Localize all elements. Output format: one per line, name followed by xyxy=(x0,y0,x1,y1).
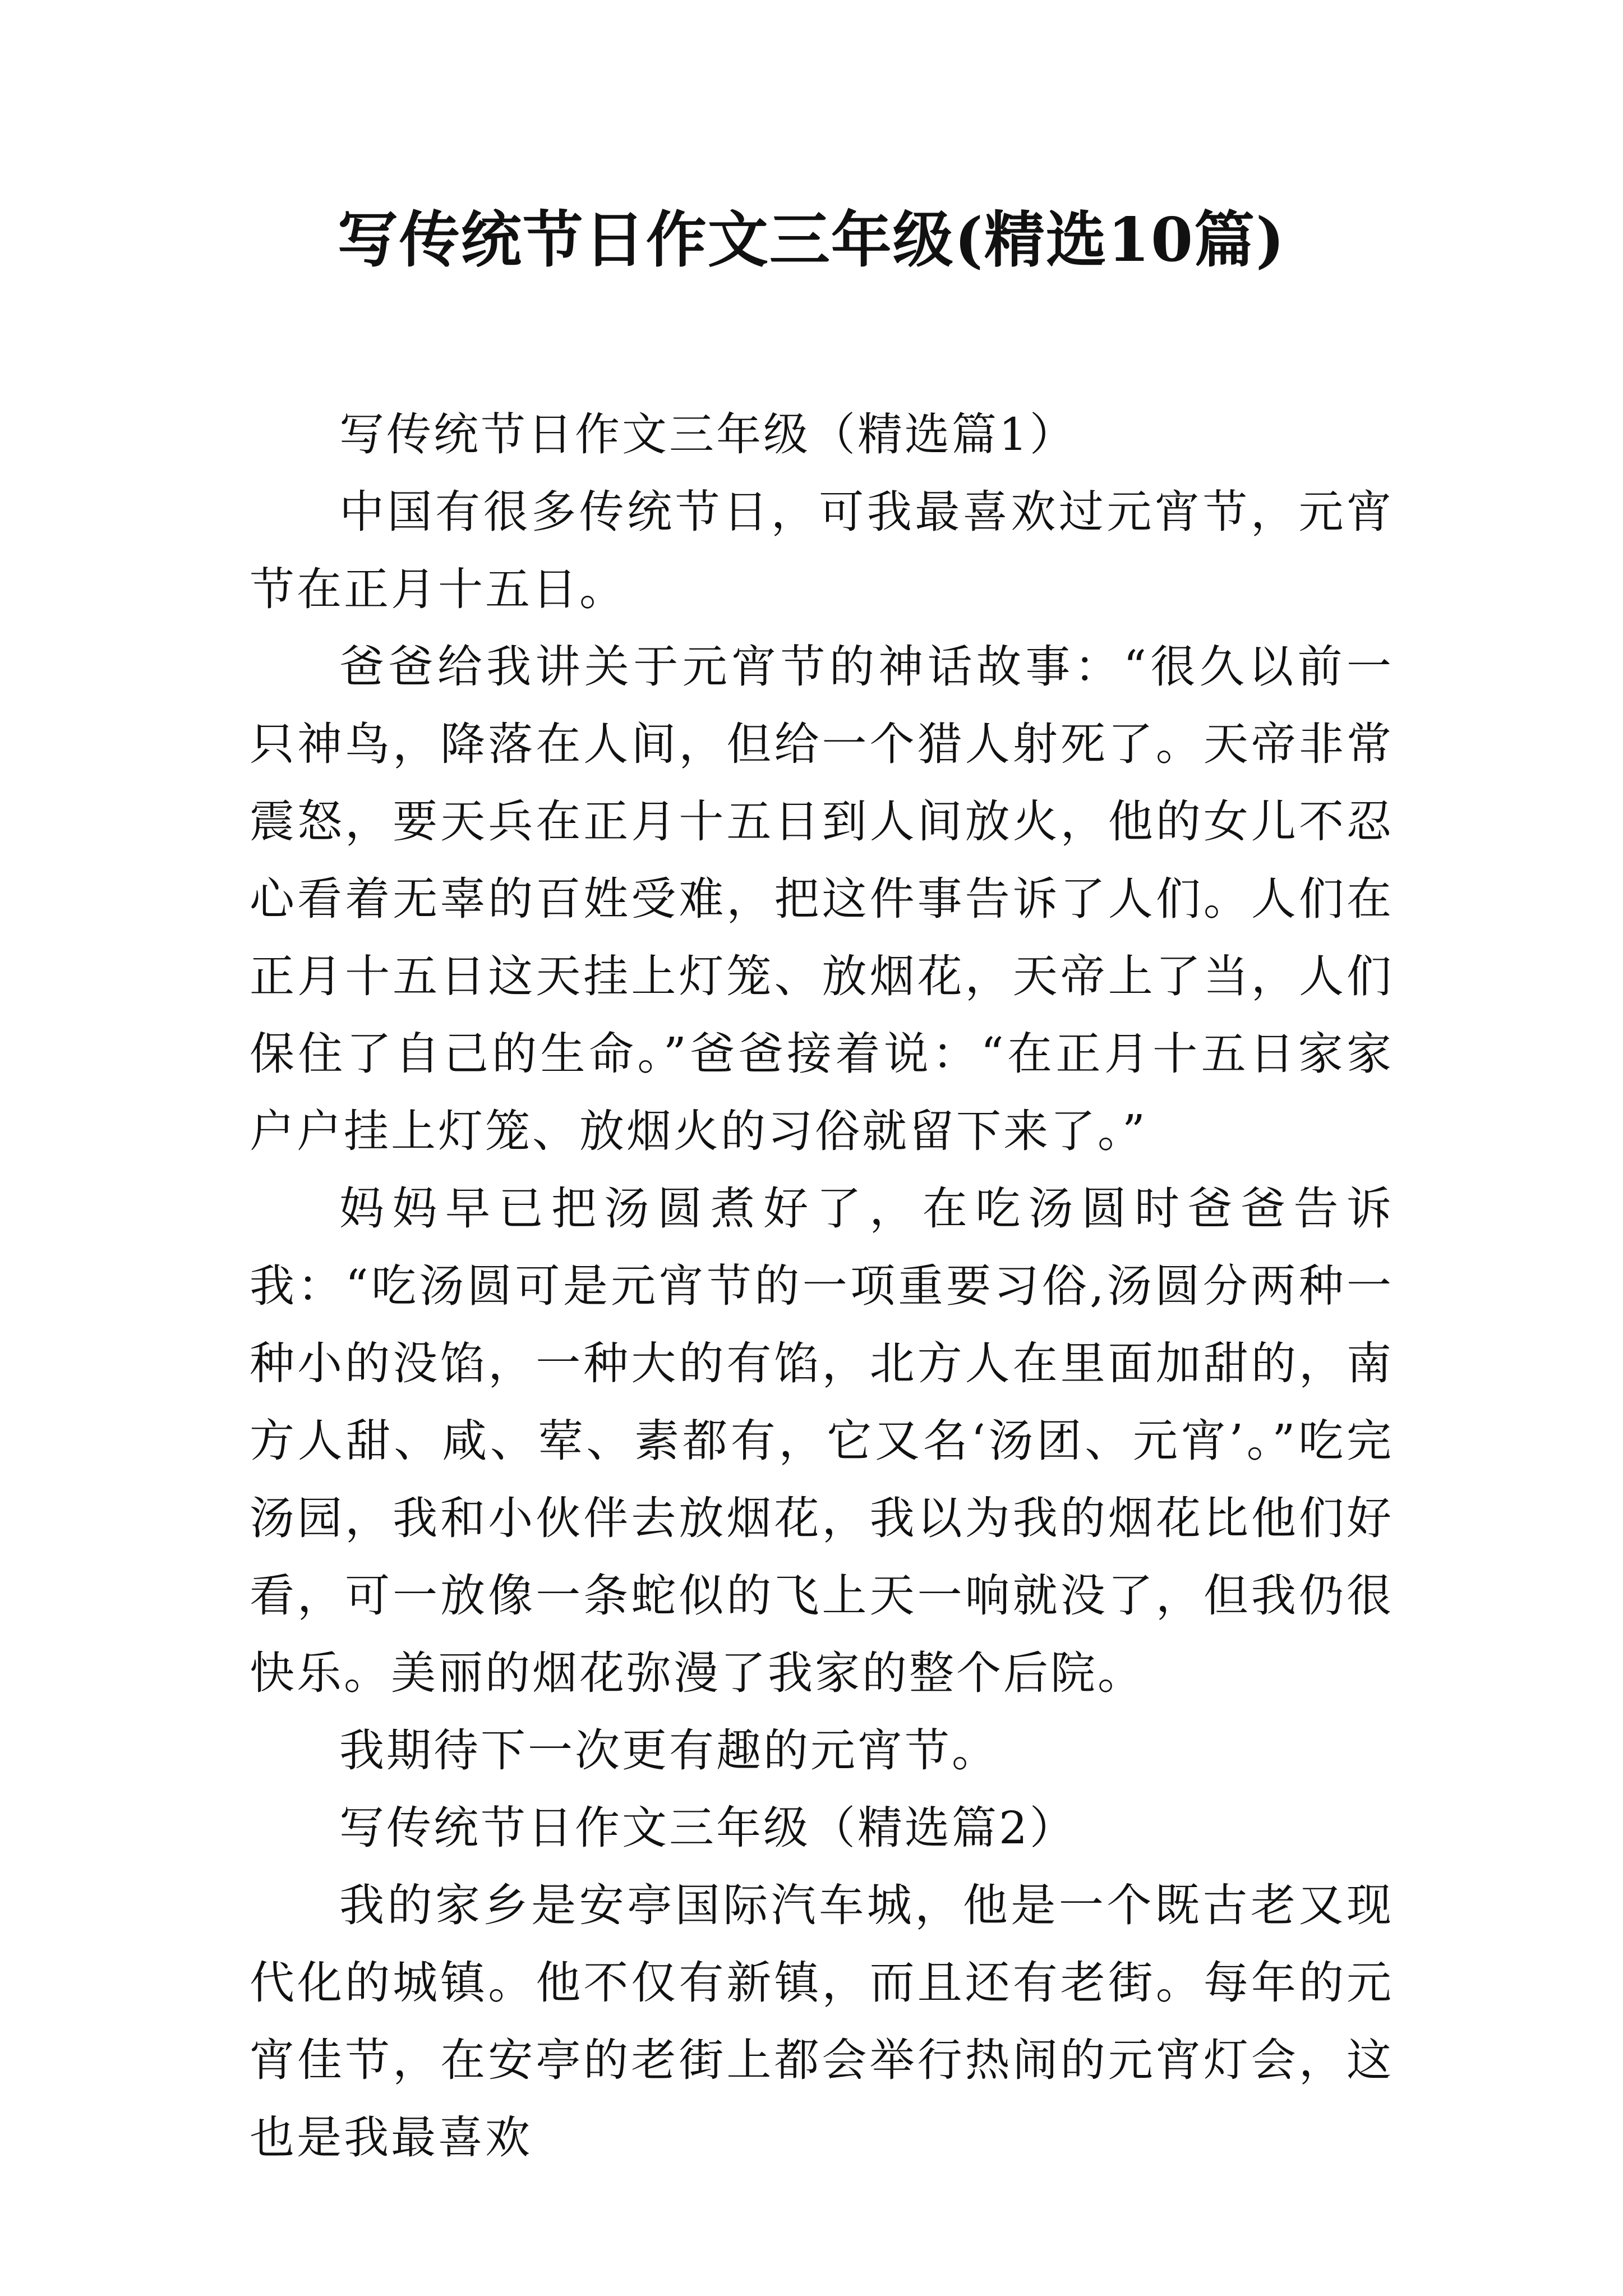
section-heading: 写传统节日作文三年级（精选篇1） xyxy=(339,408,1077,461)
document-title: 写传统节日作文三年级(精选10篇) xyxy=(337,205,1286,275)
paragraph: 妈妈早已把汤圆煮好了，在吃汤圆时爸爸告诉我：“吃汤圆可是元宵节的一项重要习俗,汤圆分两种一种小的没馅，一种大的有馅，北方人在里面加甜的，南方人甜、咸、荤、素都有，它又名‘汤团、元宵’。”吃完汤园，我和小伙伴去放烟花，我以为我的烟花比他们好看，可一放像一条蛇似的飞上天一响就没了，但我仍很快乐。美丽的烟花弥漫了我家的整个后院。 xyxy=(250,1182,1394,1699)
section-heading: 写传统节日作文三年级（精选篇2） xyxy=(339,1802,1077,1854)
paragraph: 爸爸给我讲关于元宵节的神话故事：“很久以前一只神鸟，降落在人间，但给一个猎人射死了。天帝非常震怒，要天兵在正月十五日到人间放火，他的女儿不忍心看着无辜的百姓受难，把这件事告诉了人们。人们在正月十五日这天挂上灯笼、放烟花，天帝上了当，人们保住了自己的生命。”爸爸接着说：“在正月十五日家家户户挂上灯笼、放烟火的习俗就留下来了。” xyxy=(250,641,1394,1157)
document-body xyxy=(250,396,1394,2177)
paragraph: 中国有很多传统节日，可我最喜欢过元宵节，元宵节在正月十五日。 xyxy=(250,486,1394,615)
paragraph: 我的家乡是安亭国际汽车城，他是一个既古老又现代化的城镇。他不仅有新镇，而且还有老街。每年的元宵佳节，在安亭的老街上都会举行热闹的元宵灯会，这也是我最喜欢 xyxy=(250,1879,1394,2164)
paragraph: 我期待下一次更有趣的元宵节。 xyxy=(339,1724,999,1777)
